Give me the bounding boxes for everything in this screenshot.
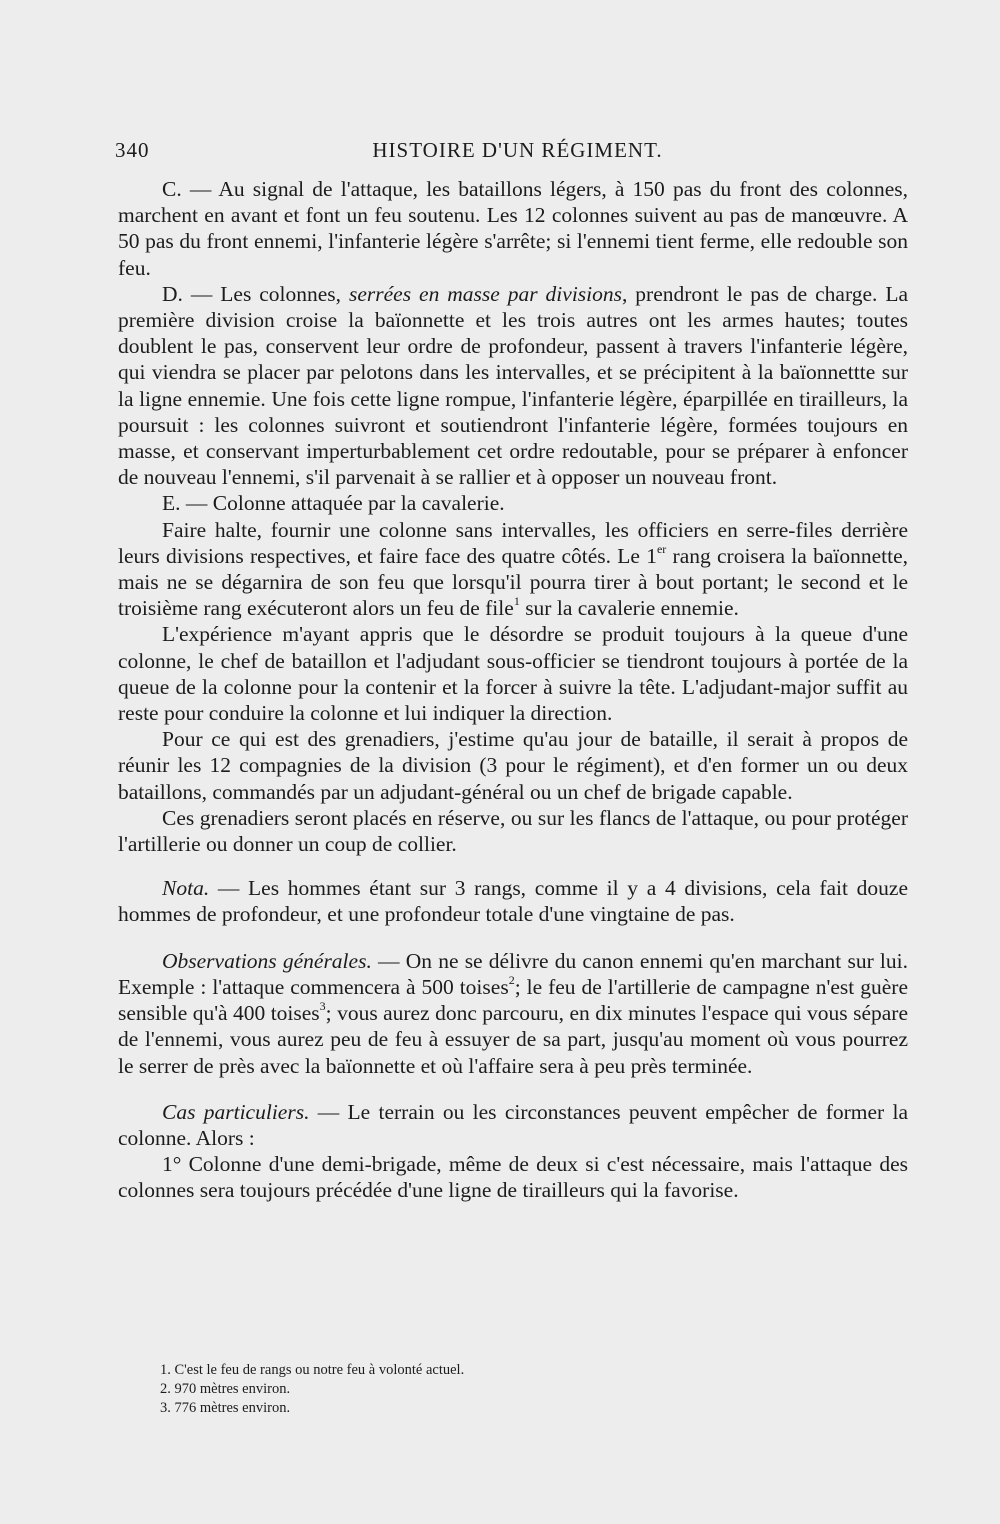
paragraph-d: D. — Les colonnes, serrées en masse par divisions, prendront le pas de charge. La première division croise la baïonnette et les trois autres ont les armes hautes; toutes doublent le pas, conservent leur ordre de profondeur, passent à travers l'infanterie légère, qui viendra se placer par pelotons dans les intervalles, et se précipitent à la baïonnettte sur la ligne ennemie. Une fois cette ligne rompue, l'infanterie légère, éparpillée en tirailleurs, la poursuit : les colonnes suivront et soutiendront l'infanterie légère, formées toujours en masse, et conservant imperturbablement cet ordre redoutable, pour se préparer à enfoncer de nouveau l'ennemi, s'il parvenait à se rallier et à opposer un nouveau front. [118,281,908,490]
body-text [118,176,908,1204]
paragraph-halte: Faire halte, fournir une colonne sans intervalles, les officiers en serre-files derrière leurs divisions respectives, et faire face des quatre côtés. Le 1er rang croisera la baïonnette, mais ne se dégarnira de son feu que lorsqu'il pourra tirer à bout portant; le second et le troisième rang exécuteront alors un feu de file$^1$ sur la cavalerie ennemie. [118,517,908,621]
paragraph-nota: Nota. — Les hommes étant sur 3 rangs, comme il y a 4 divisions, cela fait douze hommes de profondeur, et une profondeur totale d'une vingtaine de pas. [118,876,908,927]
paragraph-experience: L'expérience m'ayant appris que le désordre se produit toujours à la queue d'une colonne, le chef de bataillon et l'adjudant sous-officier se tiendront toujours à portée de la queue de la colonne pour la contenir et la forcer à suivre la tête. L'adjudant-major suffit au reste pour conduire la colonne et lui indiquer la direction. [118,622,908,726]
paragraph-c: C. — Au signal de l'attaque, les bataillons légers, à 150 pas du front des colonnes, marchent en avant et font un feu soutenu. Les 12 colonnes suivent au pas de manœuvre. A 50 pas du front ennemi, l'infanterie légère s'arrête; si l'ennemi tient ferme, elle redouble son feu. [118,177,908,280]
paragraph-cas-particuliers: Cas particuliers. — Le terrain ou les circonstances peuvent empêcher de former la colonne. Alors : [118,1099,908,1150]
footnote-ref: 1 [513,594,520,609]
page-number: 340 [115,138,150,162]
running-title: HISTOIRE D'UN RÉGIMENT. [372,138,663,162]
paragraph-e: E. — Colonne attaquée par la cavalerie. [162,491,505,516]
footnote: 1. C'est le feu de rangs ou notre feu à volonté actuel. [160,1362,465,1378]
paragraph-colonne: 1° Colonne d'une demi-brigade, même de deux si c'est nécessaire, mais l'attaque des colonnes sera toujours précédée d'une ligne de tirailleurs qui la favorise. [118,1152,908,1203]
footnote: 2. 970 mètres environ. [160,1381,291,1397]
footnotes [160,1361,760,1418]
paragraph-reserve: Ces grenadiers seront placés en réserve, ou sur les flancs de l'attaque, ou pour protéger l'artillerie ou donner un coup de collier. [118,805,908,857]
paragraph-observations: Observations générales. — On ne se délivre du canon ennemi qu'en marchant sur lui. Exemple : l'attaque commencera à 500 toises$^2$; le feu de l'artillerie de campagne n'est guère sensible qu'à 400 toises$^3$; vous aurez donc parcouru, en dix minutes l'espace qui vous sépare de l'ennemi, vous aurez peu de feu à essuyer de sa part, jusqu'au moment où vous pourrez le serrer de près avec la baïonnette et où l'affaire sera à peu près terminée. [118,948,908,1078]
footnote-ref: 3 [319,998,326,1013]
footnote: 3. 776 mètres environ. [160,1400,291,1416]
page-header [115,138,890,168]
footnote-ref: 2 [508,972,515,987]
superscript: er [656,541,667,556]
paragraph-grenadiers: Pour ce qui est des grenadiers, j'estime qu'au jour de bataille, il serait à propos de réunir les 12 compagnies de la division (3 pour le régiment), et d'en former un ou deux bataillons, commandés par un adjudant-général ou un chef de brigade capable. [118,727,908,804]
